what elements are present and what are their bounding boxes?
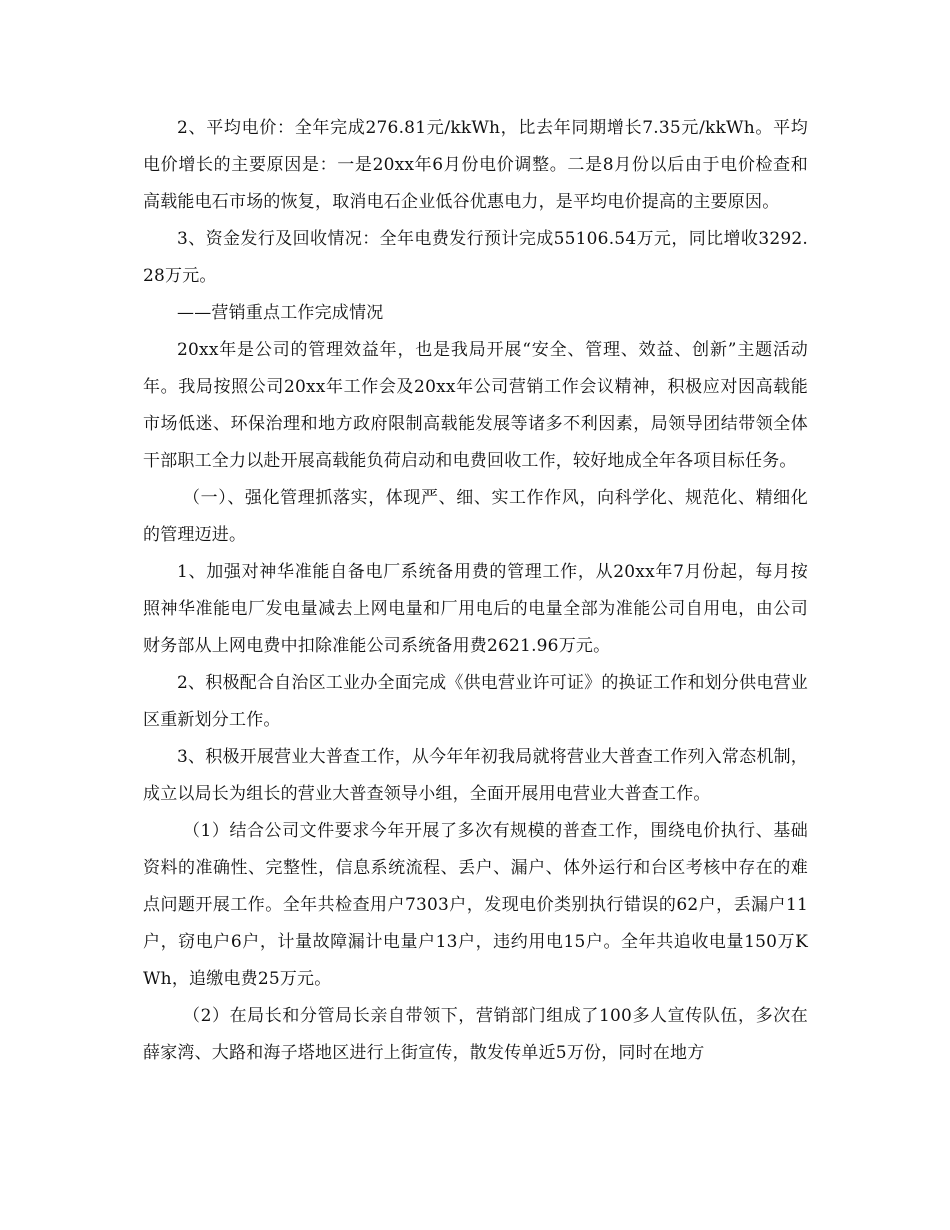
paragraph-fee-issuance: 3、资金发行及回收情况：全年电费发行预计完成55106.54万元，同比增收3292.28万元。 xyxy=(143,229,808,286)
paragraph-management-year: 20xx年是公司的管理效益年，也是我局开展“安全、管理、效益、创新”主题活动年。我局按照公司20xx年工作会及20xx年公司营销工作会议精神，积极应对因高载能市场低迷、环保治理和地方政府限制高载能发展等诸多不利因素，局领导团结带领全体干部职工全力以赴开展高载能负荷启动和电费回收工作，较好地成全年各项目标任务。 xyxy=(143,340,808,471)
paragraph-survey-item-1: （1）结合公司文件要求今年开展了多次有规模的普查工作，围绕电价执行、基础资料的准确性、完整性，信息系统流程、丢户、漏户、体外运行和台区考核中存在的难点问题开展工作。全年共检查用户7303户，发现电价类别执行错误的62户，丢漏户11户，窃电户6户，计量故障漏计电量户13户，违约用电15户。全年共追收电量150万KWh，追缴电费25万元。 xyxy=(143,821,808,989)
subheading-strengthen-management: （一）、强化管理抓落实，体现严、细、实工作作风，向科学化、规范化、精细化的管理迈进。 xyxy=(143,488,808,545)
paragraph-backup-fee: 1、加强对神华准能自备电厂系统备用费的管理工作，从20xx年7月份起，每月按照神华准能电厂发电量减去上网电量和厂用电后的电量全部为准能公司自用电，由公司财务部从上网电费中扣除准能公司系统备用费2621.96万元。 xyxy=(143,562,808,656)
paragraph-survey-item-2: （2）在局长和分管局长亲自带领下，营销部门组成了100多人宣传队伍，多次在薛家湾、大路和海子塔地区进行上街宣传，散发传单近5万份，同时在地方 xyxy=(143,1006,808,1063)
paragraph-license: 2、积极配合自治区工业办全面完成《供电营业许可证》的换证工作和划分供电营业区重新划分工作。 xyxy=(143,673,808,730)
paragraph-average-price: 2、平均电价：全年完成276.81元/kkWh，比去年同期增长7.35元/kkWh。平均电价增长的主要原因是：一是20xx年6月份电价调整。二是8月份以后由于电价检查和高载能电石市场的恢复，取消电石企业低谷优惠电力，是平均电价提高的主要原因。 xyxy=(143,118,808,212)
paragraph-survey: 3、积极开展营业大普查工作，从今年年初我局就将营业大普查工作列入常态机制，成立以局长为组长的营业大普查领导小组，全面开展用电营业大普查工作。 xyxy=(143,747,808,804)
document-page xyxy=(143,110,808,1072)
section-heading-marketing: ——营销重点工作完成情况 xyxy=(177,303,384,323)
